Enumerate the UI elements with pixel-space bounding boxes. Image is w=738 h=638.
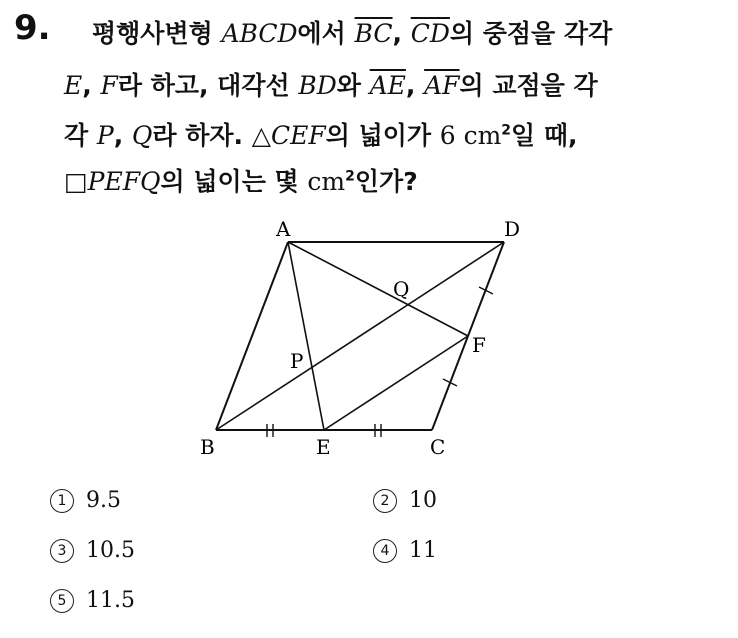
choice-3-number: 3 <box>50 539 74 563</box>
choice-4[interactable] <box>373 538 437 563</box>
segment-ef <box>324 336 468 430</box>
question-line-4-run: 의 넓이는 몇 <box>160 167 308 196</box>
question-line-3-run: CEF <box>270 121 326 150</box>
question-line-4-run: cm <box>307 167 346 196</box>
question-line-1-run: 평행사변형 <box>92 19 222 48</box>
choice-4-number: 4 <box>373 539 397 563</box>
question-line-3-run: 각 <box>64 121 97 150</box>
question-line-2-run: 와 <box>336 71 370 100</box>
question-line-3-run: 라 하자. △ <box>152 121 271 150</box>
side-ab <box>216 242 288 430</box>
question-line-1-run: $\overline{CD}$ <box>410 19 450 48</box>
question-line-4-run: PEFQ <box>87 167 161 196</box>
label-c: C <box>430 435 446 459</box>
choice-5-value: 11.5 <box>86 588 135 613</box>
question-line-3-run: 2 <box>501 122 512 139</box>
diagonal-bd <box>216 242 504 430</box>
choice-2[interactable] <box>373 488 437 513</box>
question-line-1-run: 의 중점을 각각 <box>449 19 613 48</box>
label-d: D <box>504 217 521 241</box>
question-line-2-run: F <box>100 71 118 100</box>
choice-2-number: 2 <box>373 489 397 513</box>
label-q: Q <box>393 277 410 301</box>
question-line-1-run: ABCD <box>221 19 298 48</box>
question-line-1 <box>92 14 612 50</box>
choice-3[interactable] <box>50 538 135 563</box>
label-e: E <box>316 435 331 459</box>
label-p: P <box>290 349 304 373</box>
question-line-4-run: 2 <box>345 168 355 185</box>
question-line-1-run: , <box>392 19 411 48</box>
question-line-2 <box>64 66 598 102</box>
label-f: F <box>472 333 486 357</box>
question-line-1-run: $\overline{BC}$ <box>354 19 393 48</box>
question-number: 9. <box>14 8 51 48</box>
choice-5[interactable] <box>50 588 135 613</box>
question-line-2-run: 의 교점을 각 <box>459 71 598 100</box>
question-line-4-run: □ <box>64 167 88 196</box>
segment-af <box>288 242 468 336</box>
question-line-1-run: 에서 <box>297 19 355 48</box>
question-line-2-run: BD <box>298 71 337 100</box>
choice-1[interactable] <box>50 488 121 513</box>
label-b: B <box>200 435 215 459</box>
question-line-3-run: 6 cm <box>439 121 502 150</box>
question-line-4 <box>64 162 418 198</box>
question-line-3-run: P <box>96 121 114 150</box>
question-line-3-run: 의 넓이가 <box>325 121 440 150</box>
choice-2-value: 10 <box>409 488 437 513</box>
label-a: A <box>276 217 291 241</box>
choice-5-number: 5 <box>50 589 74 613</box>
choice-3-value: 10.5 <box>86 538 135 563</box>
question-line-3-run: Q <box>131 121 153 150</box>
segment-ae <box>288 242 324 430</box>
question-line-3-run: 일 때, <box>511 121 578 150</box>
question-line-2-run: , <box>82 71 101 100</box>
choice-1-number: 1 <box>50 489 74 513</box>
choice-1-value: 9.5 <box>86 488 121 513</box>
question-line-2-run: 라 하고, 대각선 <box>117 71 299 100</box>
question-line-3-run: , <box>113 121 132 150</box>
question-line-3 <box>64 116 578 152</box>
question-line-2-run: , <box>405 71 425 100</box>
question-line-2-run: $\overline{AE}$ <box>369 71 406 100</box>
question-line-4-run: 인가? <box>354 167 418 196</box>
choice-4-value: 11 <box>409 538 437 563</box>
question-line-2-run: E <box>64 71 83 100</box>
question-line-2-run: $\overline{AF}$ <box>424 71 460 100</box>
parallelogram-figure <box>190 210 540 465</box>
